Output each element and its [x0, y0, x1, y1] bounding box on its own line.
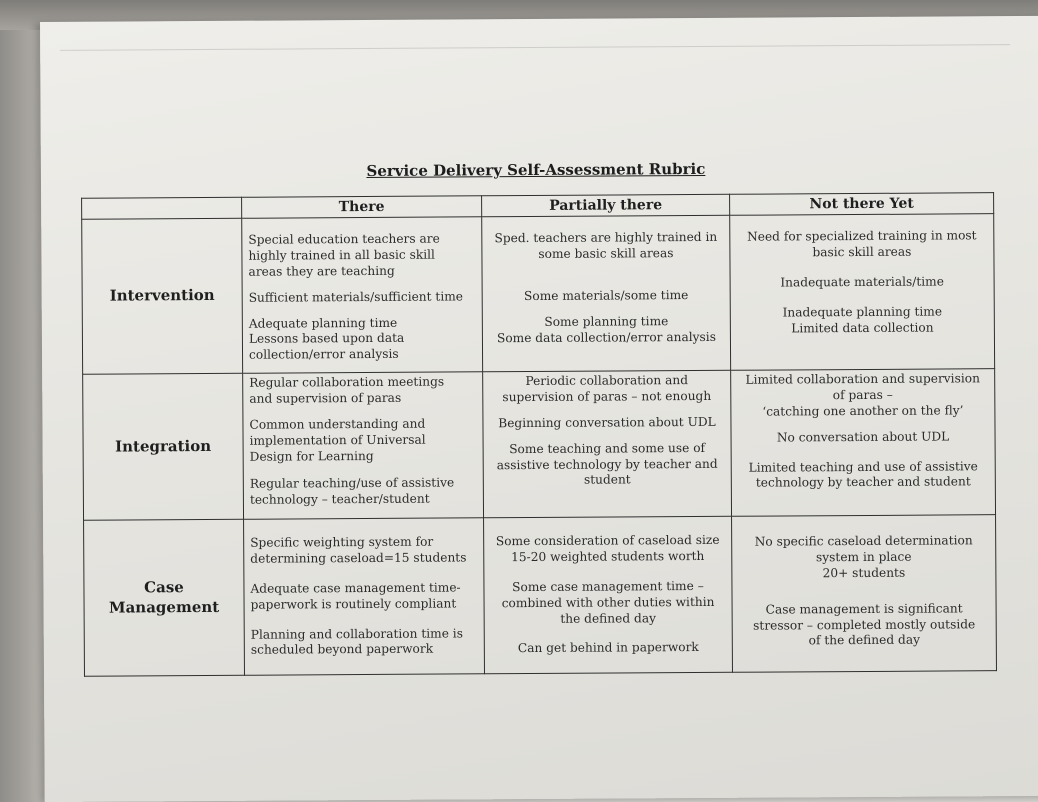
- rubric-table: [81, 192, 997, 677]
- cell-item: Sped. teachers are highly trained in some basic skill areas: [494, 230, 718, 262]
- cell-item: Some teaching and some use of assistive technology by teacher and student: [496, 440, 718, 488]
- row-label-integration: [83, 373, 244, 520]
- cell-item: Can get behind in paperwork: [517, 640, 699, 656]
- row-label-case-management: [84, 519, 245, 676]
- cell-item: Limited collaboration and supervision of paras – ‘catching one another on the fly’: [745, 371, 980, 419]
- cell-item: No specific caseload determination system in place 20+ students: [754, 533, 973, 581]
- cell-item: Adequate planning time Lessons based upon data collection/error analysis: [248, 315, 405, 363]
- cell-item: Limited teaching and use of assistive technology by teacher and student: [748, 458, 978, 491]
- header-not-there-yet: Not there Yet: [730, 193, 994, 216]
- cell-integration-partial: [483, 370, 732, 518]
- cell-item: Planning and collaboration time is scheduled beyond paperwork: [250, 626, 463, 658]
- cell-item: Some planning time Some data collection/error analysis: [496, 313, 716, 345]
- cell-item: Periodic collaboration and supervision of paras – not enough: [502, 373, 712, 405]
- cell-item: Special education teachers are highly trained in all basic skill areas they are teaching: [248, 231, 440, 279]
- row-integration: [83, 369, 996, 521]
- rubric-sheet: [40, 16, 1038, 802]
- cell-case-management-there: [244, 518, 485, 675]
- cell-item: Some consideration of caseload size 15-20 weighted students worth: [495, 533, 720, 565]
- cell-item: Adequate case management time- paperwork is routinely compliant: [250, 580, 461, 612]
- cell-item: Some materials/some time: [523, 287, 689, 303]
- cell-item: Beginning conversation about UDL: [498, 414, 716, 431]
- cell-intervention-there: [242, 217, 483, 373]
- cell-item: Specific weighting system for determining caseload=15 students: [250, 534, 467, 566]
- row-intervention: [82, 214, 995, 375]
- cell-integration-there: [243, 372, 484, 519]
- row-label-text: Integration: [115, 436, 212, 456]
- row-label-intervention: [82, 218, 243, 374]
- cell-case-management-not: [732, 515, 997, 673]
- cell-item: Case management is significant stressor – completed mostly outside of the defined day: [753, 601, 976, 648]
- header-partially-there: Partially there: [482, 194, 730, 217]
- bleed-through-line: [60, 44, 1010, 51]
- cell-item: Regular teaching/use of assistive technology – teacher/student: [249, 475, 455, 508]
- cell-item: Regular collaboration meetings and supervision of paras: [249, 374, 445, 406]
- cell-item: Inadequate planning time Limited data collection: [782, 304, 943, 336]
- document-title: Service Delivery Self-Assessment Rubric: [366, 159, 706, 181]
- row-label-text: Intervention: [109, 286, 215, 306]
- cell-item: Some case management time – combined with other duties within the defined day: [501, 578, 715, 626]
- header-there: There: [242, 196, 482, 219]
- cell-integration-not: [731, 369, 996, 517]
- cell-item: Common understanding and implementation of Universal Design for Learning: [249, 416, 426, 464]
- header-empty: [82, 197, 242, 219]
- cell-item: No conversation about UDL: [776, 429, 950, 445]
- row-label-text: Case Management: [108, 578, 220, 617]
- cell-item: Inadequate materials/time: [780, 274, 944, 290]
- cell-item: Need for specialized training in most basic skill areas: [747, 228, 977, 260]
- cell-intervention-not: [730, 214, 995, 371]
- cell-intervention-partial: [482, 215, 731, 372]
- row-case-management: [84, 515, 997, 677]
- cell-case-management-partial: [484, 516, 733, 674]
- cell-item: Sufficient materials/sufficient time: [248, 289, 464, 305]
